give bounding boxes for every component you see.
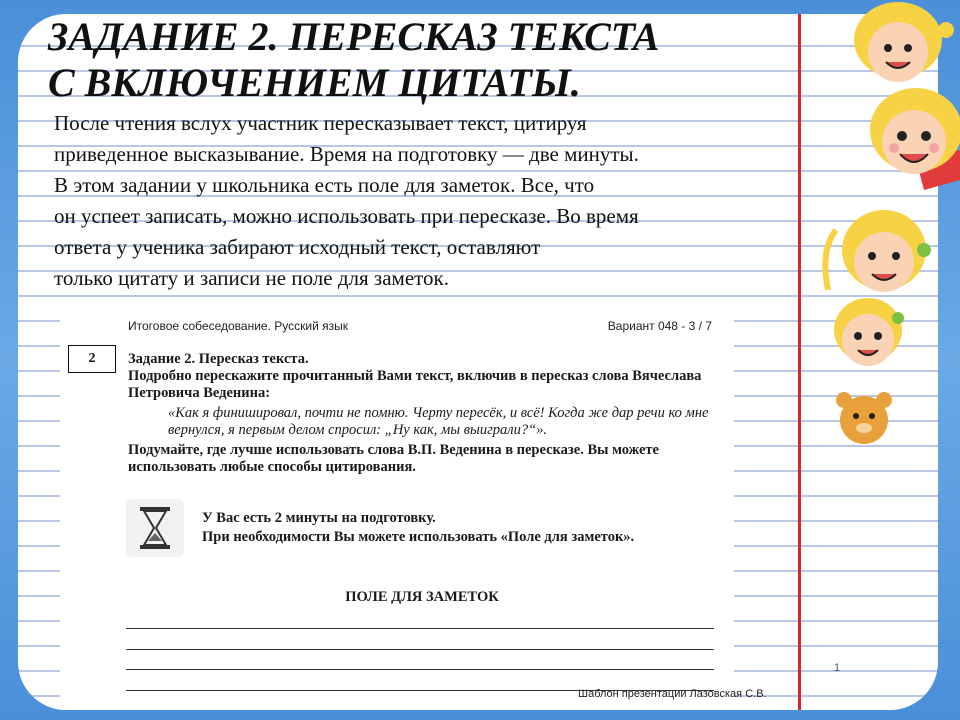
intro-line: приведенное высказывание. Время на подготовку — две минуты. <box>54 142 639 166</box>
notes-line <box>126 628 714 629</box>
task-quote: «Как я финишировал, почти не помню. Черту пересёк, и всё! Когда же дар речи ко мне вернулся, я первым делом спросил: „Ну как, мы выиграли?“». <box>168 405 709 438</box>
timer-line: При необходимости Вы можете использовать «Поле для заметок». <box>202 529 635 545</box>
task-text <box>128 351 718 476</box>
timer-instructions <box>202 509 722 547</box>
intro-line: После чтения вслух участник пересказывает текст, цитируя <box>54 111 587 135</box>
slide-title-line: С ВКЛЮЧЕНИЕМ ЦИТАТЫ. <box>48 60 581 105</box>
kid-face <box>825 210 931 292</box>
task-number-box: 2 <box>68 345 116 373</box>
notes-line <box>126 669 714 670</box>
document-header-right: Вариант 048 - 3 / 7 <box>607 319 712 333</box>
task-think: Подумайте, где лучше использовать слова В.П. Веденина в пересказе. Вы можете использовать любые способы цитирования. <box>128 442 659 475</box>
intro-line: только цитату и записи не поле для заметок. <box>54 266 449 290</box>
task-heading: Задание 2. Пересказ текста. <box>128 351 309 367</box>
kid-face <box>870 88 960 174</box>
hourglass-icon <box>126 499 184 557</box>
kid-face <box>854 2 954 82</box>
kid-face <box>834 298 904 366</box>
cartoon-kids-illustration <box>806 0 960 470</box>
slide-title <box>48 14 748 106</box>
footer-credit: Шаблон презентации Лазовская С.В. <box>578 688 767 700</box>
slide-title-line: ЗАДАНИЕ 2. ПЕРЕСКАЗ ТЕКСТА <box>48 14 660 59</box>
exam-document-scan <box>60 303 734 698</box>
intro-line: он успеет записать, можно использовать при пересказе. Во время <box>54 204 639 228</box>
notes-line <box>126 649 714 650</box>
task-instruction: Подробно перескажите прочитанный Вами текст, включив в пересказ слова Вячеслава Петровича Веденина: <box>128 368 702 401</box>
notes-field-title: ПОЛЕ ДЛЯ ЗАМЕТОК <box>345 589 499 605</box>
document-header-left: Итоговое собеседование. Русский язык <box>128 319 348 333</box>
teddy-bear <box>836 392 892 444</box>
intro-line: В этом задании у школьника есть поле для заметок. Все, что <box>54 173 595 197</box>
slide-number: 1 <box>834 662 841 674</box>
intro-paragraph <box>54 108 824 294</box>
timer-line: У Вас есть 2 минуты на подготовку. <box>202 510 436 526</box>
intro-line: ответа у ученика забирают исходный текст, оставляют <box>54 235 541 259</box>
